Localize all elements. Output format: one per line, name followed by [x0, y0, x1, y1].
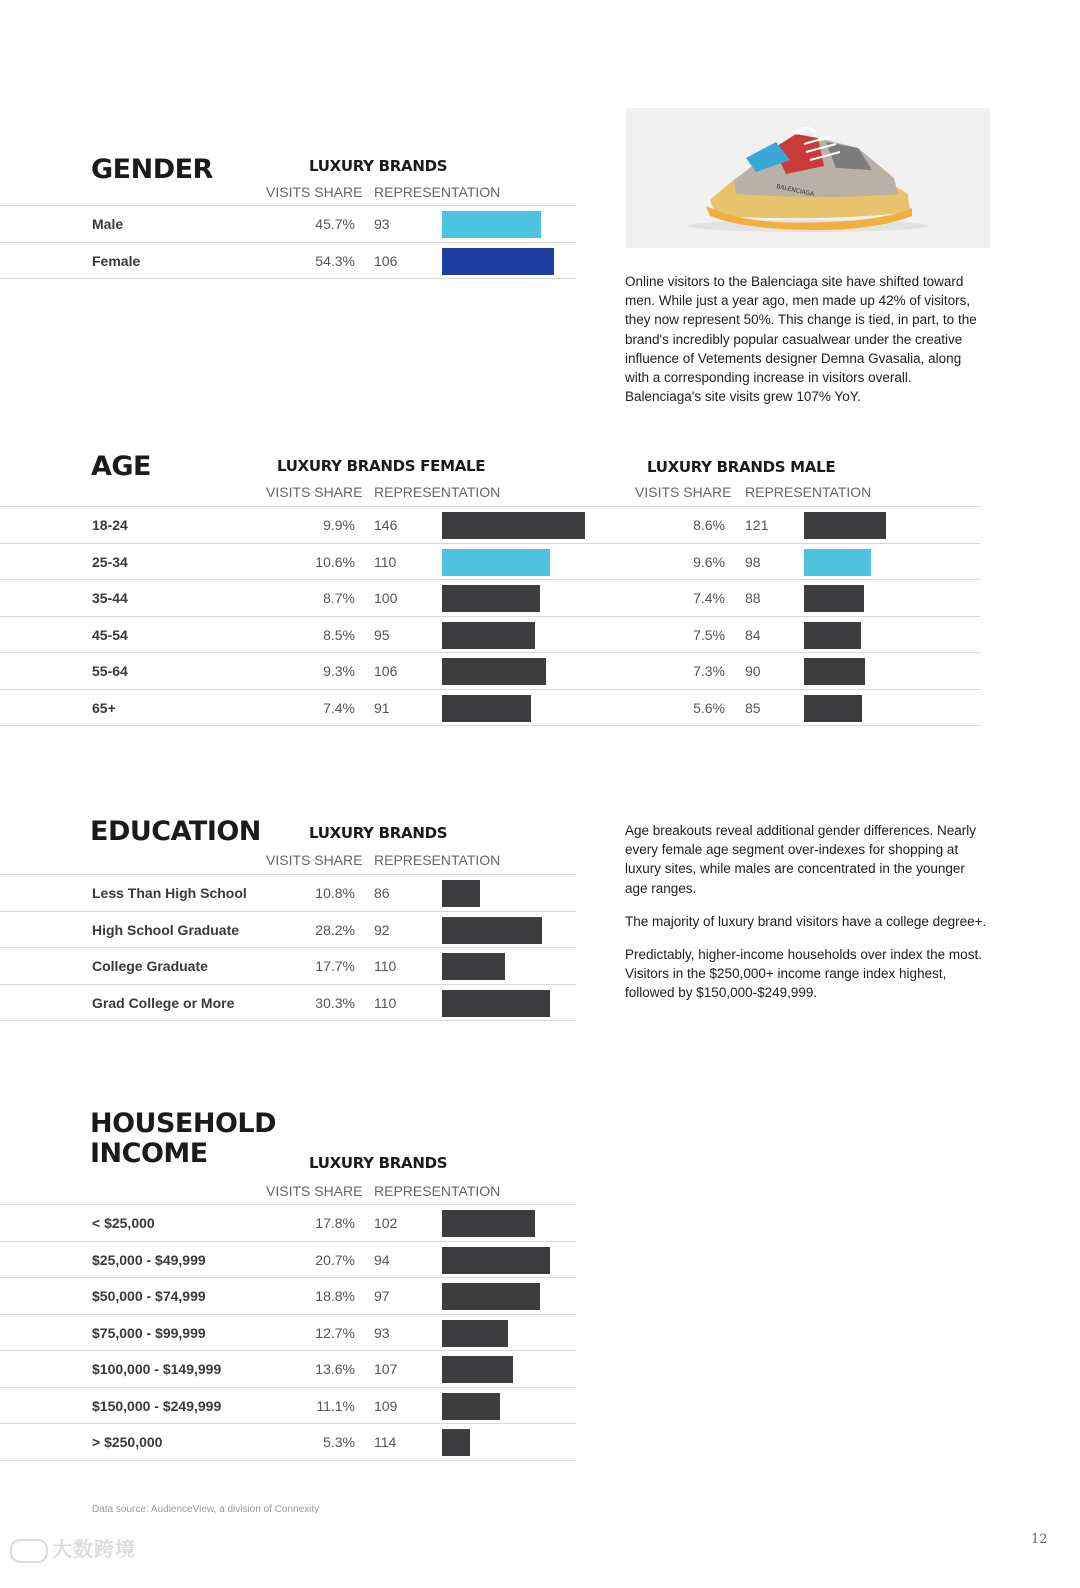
age-female-row-label: 18-24 [92, 517, 128, 533]
age-female-row-rule [0, 579, 980, 580]
age-female-row-rule [0, 652, 980, 653]
income-bottom-rule [0, 1460, 576, 1461]
age-female-visits-share-header: VISITS SHARE [266, 484, 363, 500]
income-row-label: < $25,000 [92, 1215, 155, 1231]
age-female-row-label: 45-54 [92, 626, 128, 643]
income-representation-value: 97 [374, 1288, 390, 1304]
gender-representation-value: 106 [374, 252, 398, 269]
age-female-visits-share: 8.5% [323, 626, 355, 643]
age-male-visits-share: 7.4% [693, 590, 725, 606]
income-row-label: $50,000 - $74,999 [92, 1288, 206, 1304]
gender-representation-bar [442, 248, 554, 275]
age-female-row-rule [0, 506, 980, 507]
education-visits-share-header: VISITS SHARE [266, 852, 363, 868]
income-visits-share: 18.8% [315, 1288, 355, 1304]
age-male-representation-bar [804, 585, 864, 612]
age-male-representation-value: 90 [745, 663, 761, 679]
income-row-label: $100,000 - $149,999 [92, 1361, 222, 1377]
income-row-rule [0, 1277, 576, 1278]
age-female-row-label: 65+ [92, 699, 116, 716]
age-male-representation-value: 84 [745, 626, 761, 643]
age-male-visits-share: 7.5% [693, 626, 725, 643]
gender-note [625, 272, 987, 420]
age-male-representation-value: 98 [745, 553, 761, 570]
sneaker-photo [626, 108, 990, 248]
age-female-visits-share: 9.3% [323, 663, 355, 679]
income-representation-bar [442, 1320, 508, 1347]
age-male-visits-share: 8.6% [693, 517, 725, 533]
gender-visits-share: 54.3% [315, 252, 355, 269]
income-row-rule [0, 1241, 576, 1242]
age-female-representation-bar [442, 585, 540, 612]
age-male-visits-share-header: VISITS SHARE [635, 484, 732, 500]
income-representation-value: 107 [374, 1361, 398, 1377]
income-visits-share: 12.7% [315, 1324, 355, 1341]
education-row-label: Less Than High School [92, 885, 247, 901]
income-row-rule [0, 1350, 576, 1351]
age-male-representation-bar [804, 622, 861, 649]
income-representation-bar [442, 1393, 500, 1420]
education-row-label: High School Graduate [92, 921, 240, 938]
age-title: AGE [91, 451, 152, 482]
education-visits-share: 30.3% [315, 994, 355, 1011]
gender-row-rule [0, 242, 576, 243]
gender-title: GENDER [91, 154, 213, 185]
age-female-representation-bar [442, 512, 585, 539]
income-representation-bar [442, 1429, 470, 1456]
education-visits-share: 17.7% [315, 958, 355, 974]
age-female-visits-share: 10.6% [315, 553, 355, 570]
age-female-row-label: 35-44 [92, 590, 128, 606]
income-representation-bar [442, 1247, 550, 1274]
age-male-visits-share: 7.3% [693, 663, 725, 679]
age-male-representation-bar [804, 512, 886, 539]
age-male-representation-value: 88 [745, 590, 761, 606]
income-row-label: $150,000 - $249,999 [92, 1397, 222, 1414]
age-female-visits-share: 9.9% [323, 517, 355, 533]
income-row-rule [0, 1314, 576, 1315]
income-row-rule [0, 1204, 576, 1205]
age-female-representation-header: REPRESENTATION [374, 484, 501, 500]
age-female-representation-bar [442, 622, 535, 649]
education-representation-bar [442, 990, 550, 1017]
income-visits-share-header: VISITS SHARE [266, 1183, 363, 1199]
income-representation-value: 102 [374, 1215, 398, 1231]
income-row-label: $75,000 - $99,999 [92, 1324, 206, 1341]
age-male-representation-bar [804, 549, 871, 576]
income-visits-share: 17.8% [315, 1215, 355, 1231]
age-male-representation-value: 121 [745, 517, 769, 533]
education-row-rule [0, 984, 576, 985]
income-row-label: > $250,000 [92, 1434, 163, 1450]
education-row-label: College Graduate [92, 958, 208, 974]
age-male-group-title: LUXURY BRANDS MALE [647, 458, 836, 476]
income-representation-value: 93 [374, 1324, 390, 1341]
page-number: 12 [1031, 1532, 1048, 1547]
age-female-row-rule [0, 543, 980, 544]
age-female-representation-bar [442, 695, 531, 722]
age-female-visits-share: 8.7% [323, 590, 355, 606]
age-female-representation-bar [442, 549, 550, 576]
age-female-row-label: 25-34 [92, 553, 128, 570]
education-row-rule [0, 911, 576, 912]
gender-representation-value: 93 [374, 216, 390, 232]
watermark-text: 大数跨境 [52, 1539, 136, 1561]
education-representation-bar [442, 917, 542, 944]
age-female-row-rule [0, 616, 980, 617]
gender-note-text: Online visitors to the Balenciaga site have shifted toward men. While just a year ago, men made up 42% of visitors, they now represent 50%. This change is tied, in part, to the brand's incredibly popular casualwear under the creative influence of Vetements designer Demna Gvasalia, along with a corresponding increase in visitors overall. Balenciaga's site visits grew 107% YoY. [625, 274, 977, 405]
education-bottom-rule [0, 1020, 576, 1021]
income-group-title: LUXURY BRANDS [309, 1154, 448, 1172]
education-title: EDUCATION [90, 816, 261, 847]
age-female-row-rule [0, 689, 980, 690]
age-male-representation-bar [804, 658, 865, 685]
age-female-bottom-rule [0, 725, 980, 726]
age-female-visits-share: 7.4% [323, 699, 355, 716]
education-representation-header: REPRESENTATION [374, 852, 501, 868]
income-row-rule [0, 1423, 576, 1424]
gender-visits-share: 45.7% [315, 216, 355, 232]
age-male-representation-value: 85 [745, 699, 761, 716]
gender-row-label: Female [92, 252, 141, 269]
income-row-rule [0, 1387, 576, 1388]
gender-representation-header: REPRESENTATION [374, 184, 501, 200]
age-female-representation-value: 110 [374, 553, 397, 570]
age-female-group-title: LUXURY BRANDS FEMALE [277, 457, 486, 475]
income-row-label: $25,000 - $49,999 [92, 1251, 206, 1268]
education-representation-value: 86 [374, 885, 390, 901]
income-representation-bar [442, 1283, 540, 1310]
watermark-logo [10, 1533, 136, 1563]
age-female-representation-value: 95 [374, 626, 390, 643]
income-visits-share: 5.3% [323, 1434, 355, 1450]
education-row-label: Grad College or More [92, 994, 235, 1011]
note-age: Age breakouts reveal additional gender differences. Nearly every female age segment over-indexes for shopping at luxury sites, while males are concentrated in the younger age ranges. [625, 823, 976, 896]
education-representation-value: 110 [374, 994, 397, 1011]
education-representation-value: 110 [374, 958, 397, 974]
education-row-rule [0, 874, 576, 875]
income-representation-header: REPRESENTATION [374, 1183, 501, 1199]
education-representation-bar [442, 880, 480, 907]
education-visits-share: 28.2% [315, 921, 355, 938]
gender-group-title: LUXURY BRANDS [309, 157, 448, 175]
age-female-representation-value: 91 [374, 699, 390, 716]
income-title-line2: INCOME [90, 1138, 208, 1169]
sneaker-icon [626, 108, 990, 248]
income-representation-bar [442, 1356, 513, 1383]
age-female-representation-bar [442, 658, 546, 685]
age-male-representation-bar [804, 695, 862, 722]
gender-row-rule [0, 205, 576, 206]
education-representation-bar [442, 953, 505, 980]
watermark-icon [10, 1539, 48, 1563]
age-female-representation-value: 100 [374, 590, 398, 606]
age-male-visits-share: 9.6% [693, 553, 725, 570]
income-representation-value: 109 [374, 1397, 398, 1414]
education-representation-value: 92 [374, 921, 390, 938]
income-representation-value: 94 [374, 1251, 390, 1268]
income-visits-share: 13.6% [315, 1361, 355, 1377]
income-visits-share: 11.1% [316, 1397, 355, 1414]
gender-visits-share-header: VISITS SHARE [266, 184, 363, 200]
age-female-representation-value: 106 [374, 663, 398, 679]
gender-row-label: Male [92, 216, 124, 232]
age-female-representation-value: 146 [374, 517, 398, 533]
age-female-row-label: 55-64 [92, 663, 128, 679]
age-male-representation-header: REPRESENTATION [745, 484, 872, 500]
education-visits-share: 10.8% [315, 885, 355, 901]
data-source: Data source: AudienceView, a division of Connexity [92, 1504, 320, 1515]
gender-representation-bar [442, 211, 541, 238]
income-title-line1: HOUSEHOLD [90, 1108, 277, 1139]
age-male-visits-share: 5.6% [693, 699, 725, 716]
note-education: The majority of luxury brand visitors have a college degree+. [625, 913, 987, 929]
income-visits-share: 20.7% [315, 1251, 355, 1268]
gender-bottom-rule [0, 278, 576, 279]
education-group-title: LUXURY BRANDS [309, 824, 448, 842]
education-row-rule [0, 947, 576, 948]
sneaker-brand-mark: BALENCIAGA [775, 183, 815, 198]
income-representation-value: 114 [374, 1434, 397, 1450]
note-income: Predictably, higher-income households over index the most. Visitors in the $250,000+ income range index highest, followed by $150,000-$249,999. [625, 947, 982, 1001]
income-representation-bar [442, 1210, 535, 1237]
insight-notes [625, 821, 987, 1017]
